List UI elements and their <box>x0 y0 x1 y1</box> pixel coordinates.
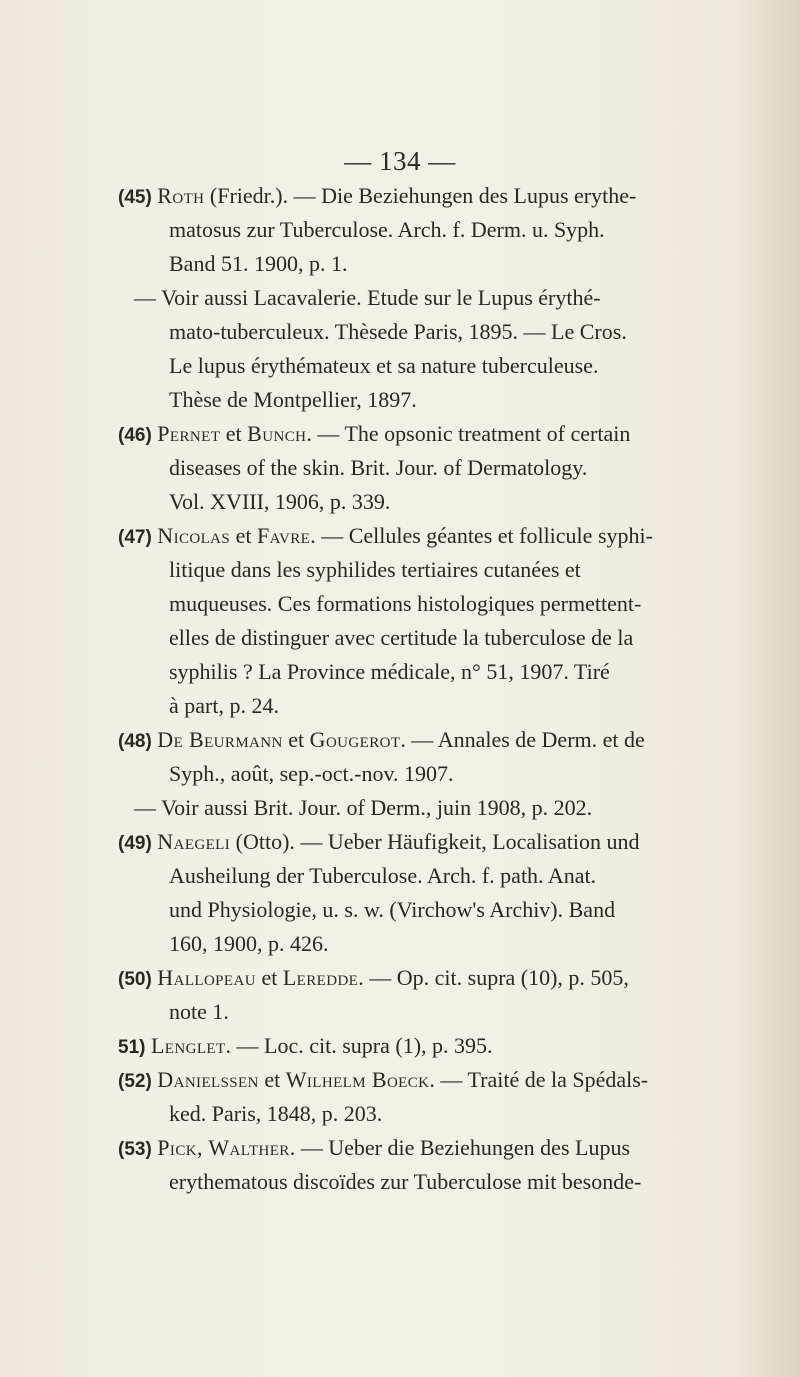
entry-52: (52) Danielssen et Wilhelm Boeck. — Traité de la Spédals- <box>118 1067 649 1092</box>
author: Naegeli <box>157 829 231 854</box>
page-number: — 134 — <box>344 146 456 176</box>
entry-46: (46) Pernet et Bunch. — The opsonic treatment of certain <box>118 421 631 446</box>
author: Danielssen <box>157 1067 259 1092</box>
entry-text: . — Annales de Derm. et de <box>400 727 645 752</box>
author: Leredde <box>282 965 359 990</box>
entry-45 <box>118 182 636 212</box>
entry-text: . — Loc. cit. supra (1), p. 395. <box>225 1033 493 1058</box>
author: Lenglet <box>150 1033 226 1058</box>
entry-text: . — The opsonic treatment of certain <box>306 421 631 446</box>
author: Nicolas <box>157 523 231 548</box>
entry-number: (47) <box>118 527 152 548</box>
author: Roth <box>157 183 205 208</box>
entry-text: . — Cellules géantes et follicule syphi- <box>310 523 653 548</box>
entry-text: Vol. XVIII, 1906, p. 339. <box>169 489 391 514</box>
entry-49 <box>118 828 639 858</box>
author: Gougerot <box>309 727 401 752</box>
author: De Beurmann <box>157 727 283 752</box>
entry-text: . — Traité de la Spédals- <box>429 1067 649 1092</box>
entry-text: erythematous discoïdes zur Tuberculose mit besonde- <box>169 1169 642 1194</box>
entry-text: matosus zur Tuberculose. Arch. f. Derm. u. Syph. <box>169 217 605 242</box>
entry-number: (45) <box>118 187 152 208</box>
entry-48: (48) De Beurmann et Gougerot. — Annales de Derm. et de <box>118 727 645 752</box>
entry-text: Syph., août, sep.-oct.-nov. 1907. <box>169 761 454 786</box>
entry-text: litique dans les syphilides tertiaires cutanées et <box>169 557 581 582</box>
entry-text: à part, p. 24. <box>169 693 279 718</box>
entry-number: (52) <box>118 1071 152 1092</box>
entry-number: 51) <box>118 1037 146 1058</box>
author: Hallopeau <box>157 965 256 990</box>
entry-text: syphilis ? La Province médicale, n° 51, 1907. Tiré <box>169 659 610 684</box>
entry-text: — Voir aussi Lacavalerie. Etude sur le Lupus érythé- <box>134 285 601 310</box>
entry-text: mato-tuberculeux. Thèsede Paris, 1895. — Le Cros. <box>169 319 627 344</box>
entry-text: und Physiologie, u. s. w. (Virchow's Archiv). Band <box>169 897 616 922</box>
entry-47: (47) Nicolas et Favre. — Cellules géantes et follicule syphi- <box>118 523 653 548</box>
entry-number: (49) <box>118 833 152 854</box>
entry-text: Thèse de Montpellier, 1897. <box>169 387 417 412</box>
entry-text: . — Ueber die Beziehungen des Lupus <box>289 1135 631 1160</box>
author: Pernet <box>157 421 221 446</box>
entry-text: ked. Paris, 1848, p. 203. <box>169 1101 383 1126</box>
entry-51 <box>118 1032 493 1062</box>
entry-text: note 1. <box>169 999 229 1024</box>
entry-50: (50) Hallopeau et Leredde. — Op. cit. supra (10), p. 505, <box>118 965 629 990</box>
entry-text: (Otto). — Ueber Häufigkeit, Localisation und <box>230 829 640 854</box>
entry-text: Band 51. 1900, p. 1. <box>169 251 348 276</box>
entry-number: (46) <box>118 425 152 446</box>
author: Wilhelm Boeck <box>285 1067 430 1092</box>
entry-number: (53) <box>118 1139 152 1160</box>
entry-text: 160, 1900, p. 426. <box>169 931 329 956</box>
entry-text: . — Op. cit. supra (10), p. 505, <box>358 965 629 990</box>
entry-number: (48) <box>118 731 152 752</box>
author: Favre <box>257 523 311 548</box>
author: Pick, Walther <box>157 1135 290 1160</box>
entry-text: (Friedr.). — Die Beziehungen des Lupus erythe- <box>204 183 637 208</box>
entry-text: diseases of the skin. Brit. Jour. of Dermatology. <box>169 455 588 480</box>
author: Bunch <box>247 421 307 446</box>
entry-text: elles de distinguer avec certitude la tuberculose de la <box>169 625 634 650</box>
entry-text: Ausheilung der Tuberculose. Arch. f. path. Anat. <box>169 863 597 888</box>
entry-text: Le lupus érythémateux et sa nature tuberculeuse. <box>169 353 599 378</box>
entry-text: muqueuses. Ces formations histologiques permettent- <box>169 591 642 616</box>
entry-number: (50) <box>118 969 152 990</box>
entry-53 <box>118 1134 630 1164</box>
entry-text: — Voir aussi Brit. Jour. of Derm., juin 1908, p. 202. <box>134 795 593 820</box>
